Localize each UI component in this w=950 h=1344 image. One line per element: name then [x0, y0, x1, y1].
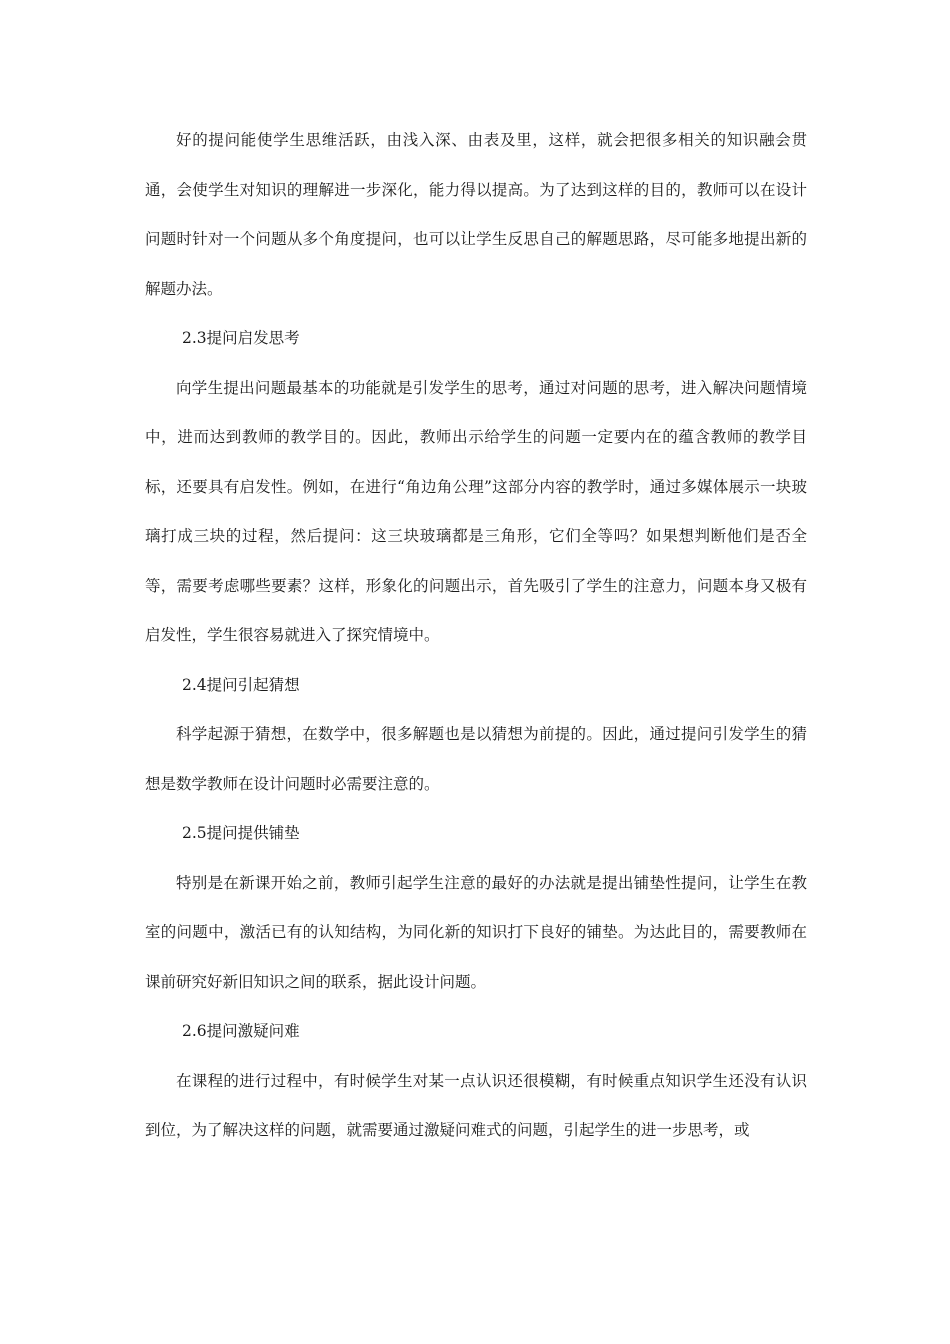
document-body — [145, 116, 807, 1156]
paragraph: 科学起源于猜想，在数学中，很多解题也是以猜想为前提的。因此，通过提问引发学生的猜想是数学教师在设计问题时必需要注意的。 — [145, 725, 807, 793]
section-heading: 2.4提问引起猜想 — [182, 675, 300, 694]
section-heading: 2.3提问启发思考 — [182, 329, 300, 347]
paragraph: 特别是在新课开始之前，教师引起学生注意的最好的办法就是提出铺垫性提问，让学生在教室的问题中，激活已有的认知结构，为同化新的知识打下良好的铺垫。为达此目的，需要教师在课前研究好新旧知识之间的联系，据此设计问题。 — [145, 873, 807, 991]
paragraph: 在课程的进行过程中，有时候学生对某一点认识还很模糊，有时候重点知识学生还没有认识到位，为了解决这样的问题，就需要通过激疑问难式的问题，引起学生的进一步思考，或 — [145, 1071, 807, 1139]
paragraph: 好的提问能使学生思维活跃，由浅入深、由表及里，这样，就会把很多相关的知识融会贯通，会使学生对知识的理解进一步深化，能力得以提高。为了达到这样的目的，教师可以在设计问题时针对一个问题从多个角度提问，也可以让学生反思自己的解题思路，尽可能多地提出新的解题办法。 — [145, 131, 807, 298]
section-heading: 2.5提问提供铺垫 — [182, 824, 300, 842]
paragraph: 向学生提出问题最基本的功能就是引发学生的思考，通过对问题的思考，进入解决问题情境中，进而达到教师的教学目的。因此，教师出示给学生的问题一定要内在的蕴含教师的教学目标，还要具有启发性。例如，在进行“角边角公理”这部分内容的教学时，通过多媒体展示一块玻璃打成三块的过程，然后提问：这三块玻璃都是三角形，它们全等吗？如果想判断他们是否全等，需要考虑哪些要素？这样，形象化的问题出示，首先吸引了学生的注意力，问题本身又极有启发性，学生很容易就进入了探究情境中。 — [145, 378, 807, 644]
section-heading: 2.6提问激疑问难 — [182, 1022, 300, 1040]
